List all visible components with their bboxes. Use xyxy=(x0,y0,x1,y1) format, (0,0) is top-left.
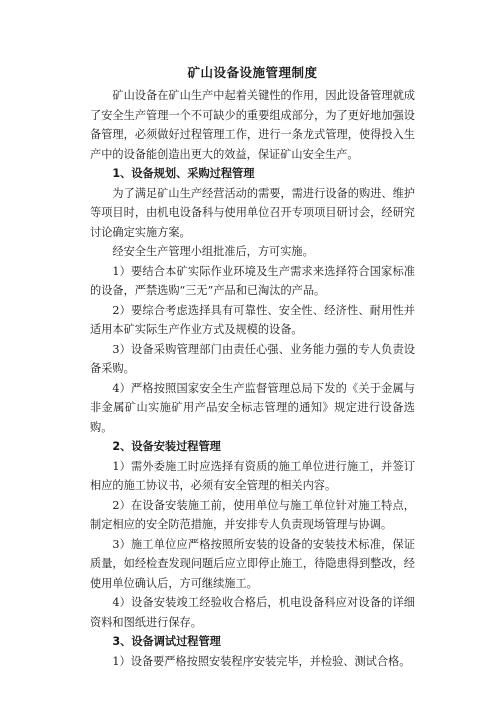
document-title: 矿山设备设施管理制度 xyxy=(187,65,318,80)
section-heading-2: 2、设备安装过程管理 xyxy=(112,440,221,453)
body-paragraph: 经安全生产管理小组批准后，方可实施。 xyxy=(112,245,314,258)
list-item: 2）在设备安装施工前，使用单位与施工单位针对施工特点，制定相应的安全防范措施，并安排专人负责现场管理与协调。 xyxy=(90,498,415,531)
list-item: 3）施工单位应严格按照所安装的设备的安装技术标准，保证质量，如经检查发现问题后应立即停止施工，待隐患得到整改，经使用单位确认后，方可继续施工。 xyxy=(90,537,415,590)
list-item: 3）设备采购管理部门由责任心强、业务能力强的专人负责设备采购。 xyxy=(90,342,415,375)
section-heading-1: 1、设备规划、采购过程管理 xyxy=(112,167,255,180)
document-body xyxy=(90,65,415,671)
list-item: 1）设备要严格按照安装程序安装完毕，并检验、测试合格。 xyxy=(112,654,411,668)
list-item: 1）需外委施工时应选择有资质的施工单位进行施工，并签订相应的施工协议书，必须有安全管理的相关内容。 xyxy=(90,459,415,492)
list-item: 2）要综合考虑选择具有可靠性、安全性、经济性、耐用性并适用本矿实际生产作业方式及规模的设备。 xyxy=(90,303,415,336)
list-item: 1）要结合本矿实际作业环境及生产需求来选择符合国家标准的设备，严禁选购“三无”产品和已淘汰的产品。 xyxy=(90,264,415,297)
body-paragraph: 为了满足矿山生产经营活动的需要，需进行设备的购进、维护等项目时，由机电设备科与使用单位召开专项项目研讨会，经研究讨论确定实施方案。 xyxy=(90,186,415,239)
list-item: 4）设备安装竣工经验收合格后，机电设备科应对设备的详细资料和图纸进行保存。 xyxy=(90,596,415,629)
intro-paragraph: 矿山设备在矿山生产中起着关键性的作用，因此设备管理就成了安全生产管理一个不可缺少的重要组成部分，为了更好地加强设备管理，必须做好过程管理工作，进行一条龙式管理，使得投入生产中的设备能创造出更大的效益，保证矿山安全生产。 xyxy=(90,89,415,161)
list-item: 4）严格按照国家安全生产监督管理总局下发的《关于金属与非金属矿山实施矿用产品安全标志管理的通知》规定进行设备选购。 xyxy=(90,381,415,434)
section-heading-3: 3、设备调试过程管理 xyxy=(112,635,221,648)
